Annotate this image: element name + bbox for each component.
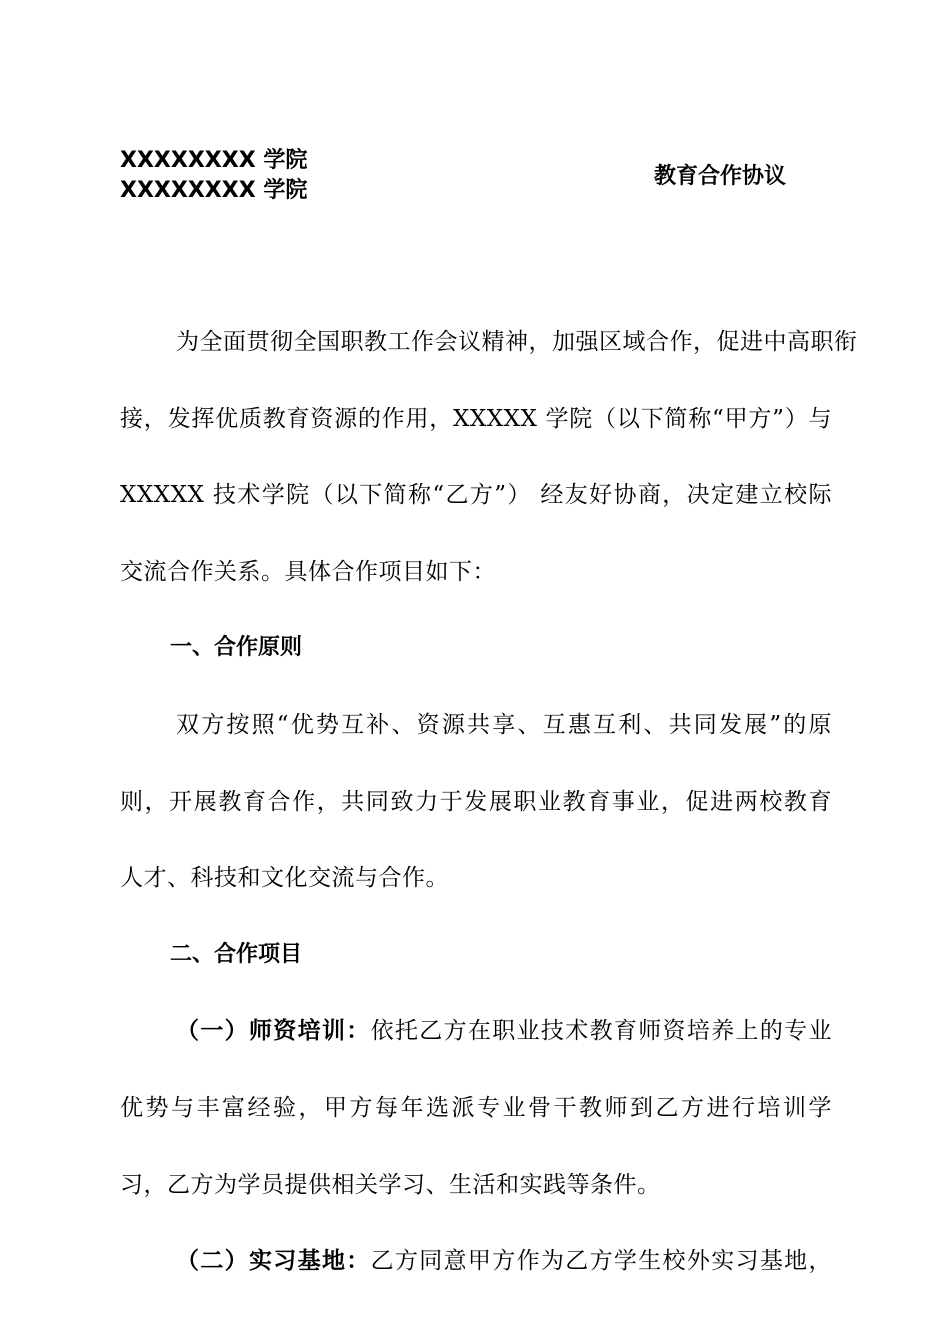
item-1-label: （一）师资培训： [176,1018,371,1045]
intro-line-1: 为全面贯彻全国职教工作会议精神，加强区域合作，促进中高职衔 [176,329,858,355]
item-1-line-2: 优势与丰富经验，甲方每年选派专业骨干教师到乙方进行培训学 [120,1094,832,1121]
intro-line-2: 接，发挥优质教育资源的作用，XXXXX 学院（以下简称“甲方”）与 [120,405,832,432]
item-1-paragraph [120,993,832,1223]
section-2-heading: 二、合作项目 [170,941,303,967]
item-1-line-1 [120,993,832,1070]
item-2-paragraph [120,1223,832,1300]
document-body [120,304,858,1300]
section-1-line-3: 人才、科技和文化交流与合作。 [120,865,449,892]
document-header [120,146,832,216]
section-1-paragraph [120,687,832,917]
intro-paragraph [120,304,858,610]
document-title: 教育合作协议 [654,164,787,189]
item-1-text-1: 依托乙方在职业技术教育师资培养上的专业 [370,1018,833,1045]
item-2-label: （二）实习基地： [176,1248,371,1275]
item-1-line-3: 习，乙方为学员提供相关学习、生活和实践等条件。 [120,1171,661,1198]
section-1-heading: 一、合作原则 [170,635,303,661]
section-1-line-2: 则，开展教育合作，共同致力于发展职业教育事业，促进两校教育 [120,788,832,815]
party-b-name: XXXXXXXX 学院 [120,178,308,203]
section-1-line-1: 双方按照“优势互补、资源共享、互惠互利、共同发展”的原 [176,711,832,738]
intro-line-3: XXXXX 技术学院（以下简称“乙方”） 经友好协商，决定建立校际 [120,482,832,509]
party-a-name: XXXXXXXX 学院 [120,148,308,173]
item-2-line-1 [120,1223,832,1300]
item-2-text-1: 乙方同意甲方作为乙方学生校外实习基地， [370,1248,833,1275]
intro-line-4: 交流合作关系。具体合作项目如下： [120,558,496,585]
party-names [120,146,307,206]
